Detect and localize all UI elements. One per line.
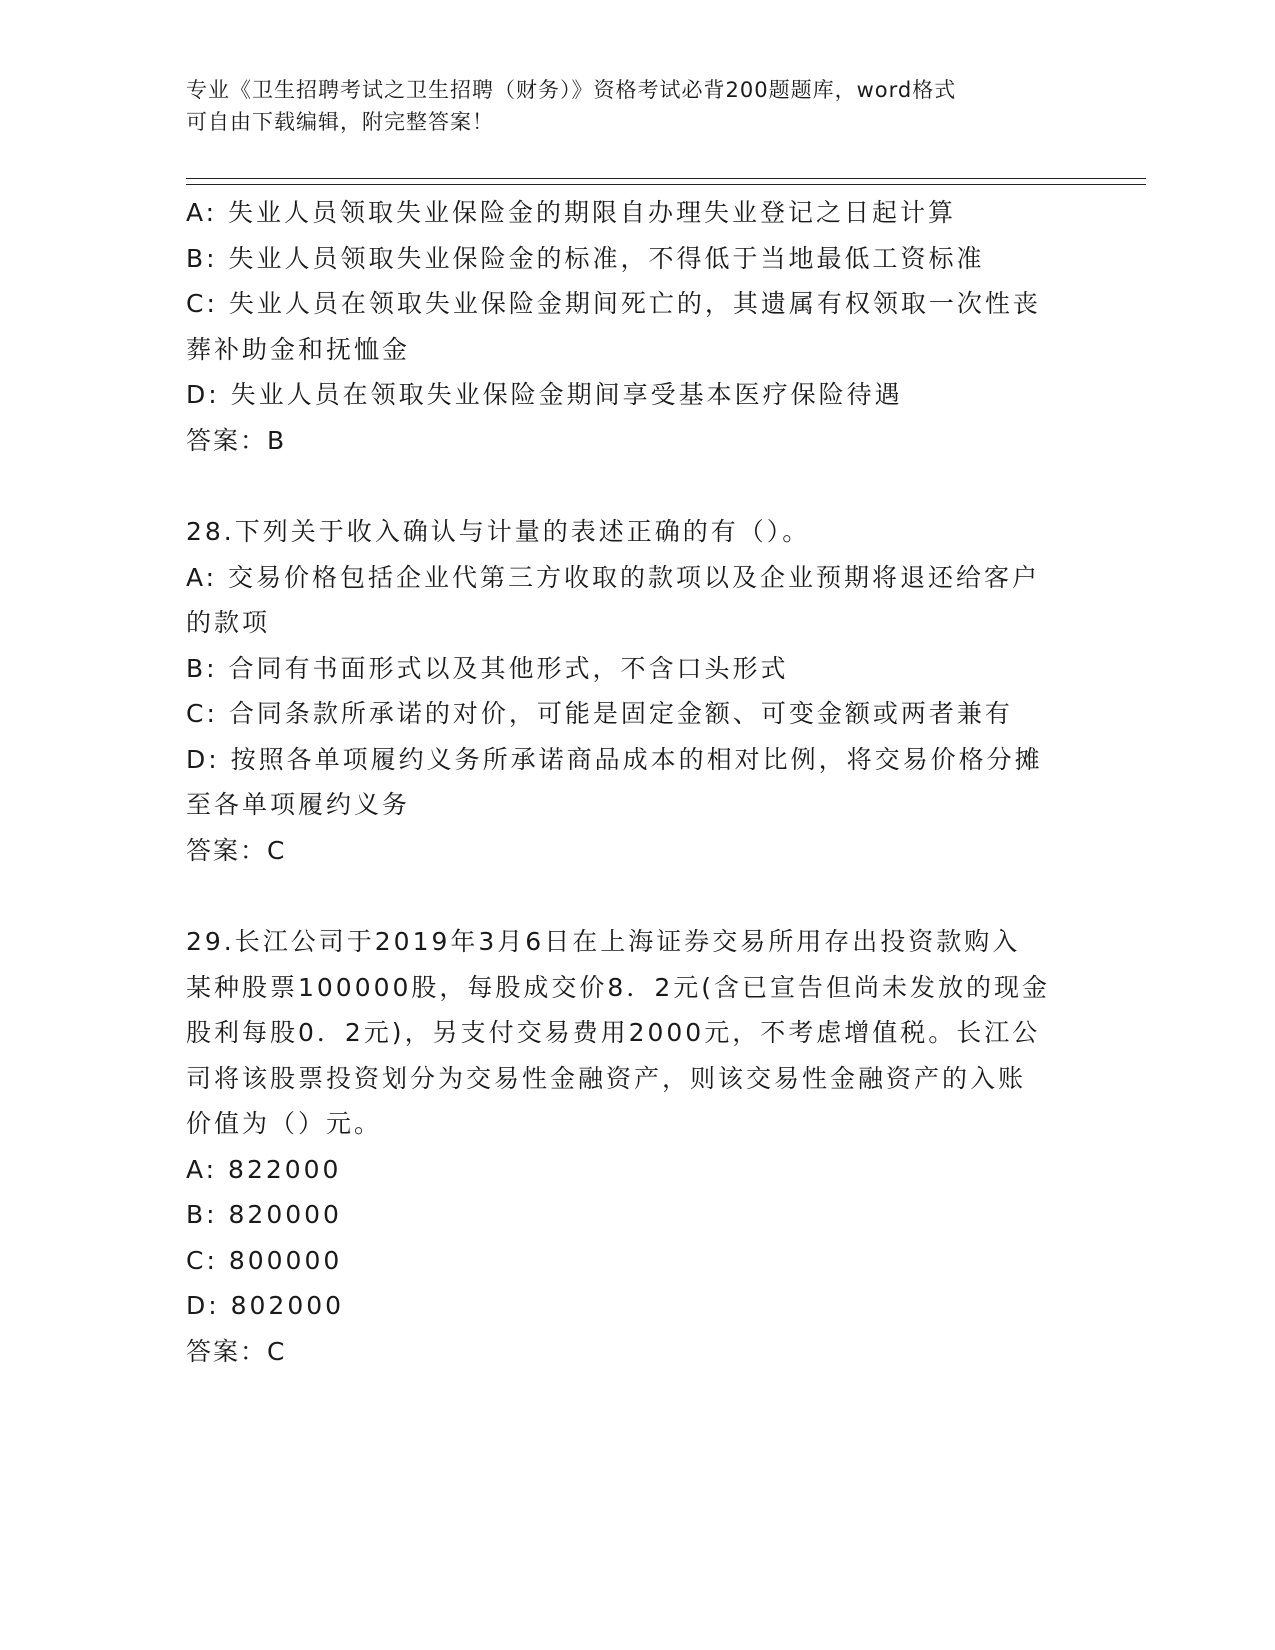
q29-question-line2: 某种股票100000股，每股成交价8．2元(含已宣告但尚未发放的现金 bbox=[186, 972, 1051, 1002]
q27-option-a: A: 失业人员领取失业保险金的期限自办理失业登记之日起计算 bbox=[186, 198, 957, 227]
q28-option-a-line2: 的款项 bbox=[186, 608, 271, 637]
header-title-line2: 可自由下载编辑，附完整答案！ bbox=[186, 110, 494, 134]
q29-option-c: C: 800000 bbox=[186, 1245, 343, 1275]
header-divider bbox=[186, 178, 1146, 185]
q28-option-b: B: 合同有书面形式以及其他形式，不含口头形式 bbox=[186, 653, 789, 683]
q29-option-b: B: 820000 bbox=[186, 1200, 342, 1229]
q28-option-d-line1: D: 按照各单项履约义务所承诺商品成本的相对比例，将交易价格分摊 bbox=[186, 744, 1043, 774]
document-header bbox=[186, 74, 1086, 138]
q29-question-line4: 司将该股票投资划分为交易性金融资产，则该交易性金融资产的入账 bbox=[186, 1063, 1027, 1093]
q27-option-d: D: 失业人员在领取失业保险金期间享受基本医疗保险待遇 bbox=[186, 380, 903, 409]
q29-question-line5: 价值为（）元。 bbox=[186, 1109, 383, 1138]
q28-answer: 答案：C bbox=[186, 835, 287, 865]
q28-option-d-line2: 至各单项履约义务 bbox=[186, 790, 411, 819]
q29-answer: 答案：C bbox=[186, 1336, 287, 1366]
header-title-line1: 专业《卫生招聘考试之卫生招聘（财务）》资格考试必背200题题库，word格式 bbox=[186, 78, 957, 102]
spacer bbox=[186, 463, 1086, 509]
question-28-block bbox=[186, 509, 1086, 873]
q28-question: 28.下列关于收入确认与计量的表述正确的有（）。 bbox=[186, 517, 811, 546]
q29-question-line1: 29.长江公司于2019年3月6日在上海证券交易所用存出投资款购入 bbox=[186, 927, 1021, 956]
q29-option-a: A: 822000 bbox=[186, 1154, 342, 1184]
spacer bbox=[186, 873, 1086, 919]
q28-option-a-line1: A: 交易价格包括企业代第三方收取的款项以及企业预期将退还给客户 bbox=[186, 562, 1041, 592]
q28-option-c: C: 合同条款所承诺的对价，可能是固定金额、可变金额或两者兼有 bbox=[186, 699, 1013, 728]
q27-option-c-line2: 葬补助金和抚恤金 bbox=[186, 334, 411, 364]
question-27-block bbox=[186, 190, 1086, 463]
q27-option-c-line1: C: 失业人员在领取失业保险金期间死亡的，其遗属有权领取一次性丧 bbox=[186, 289, 1041, 318]
question-29-block bbox=[186, 919, 1086, 1374]
q27-option-b: B: 失业人员领取失业保险金的标准，不得低于当地最低工资标准 bbox=[186, 243, 985, 273]
document-body bbox=[186, 190, 1086, 1374]
q29-question-line3: 股利每股0．2元)，另支付交易费用2000元，不考虑增值税。长江公 bbox=[186, 1018, 1041, 1047]
q27-answer: 答案：B bbox=[186, 425, 287, 455]
q29-option-d: D: 802000 bbox=[186, 1291, 345, 1320]
